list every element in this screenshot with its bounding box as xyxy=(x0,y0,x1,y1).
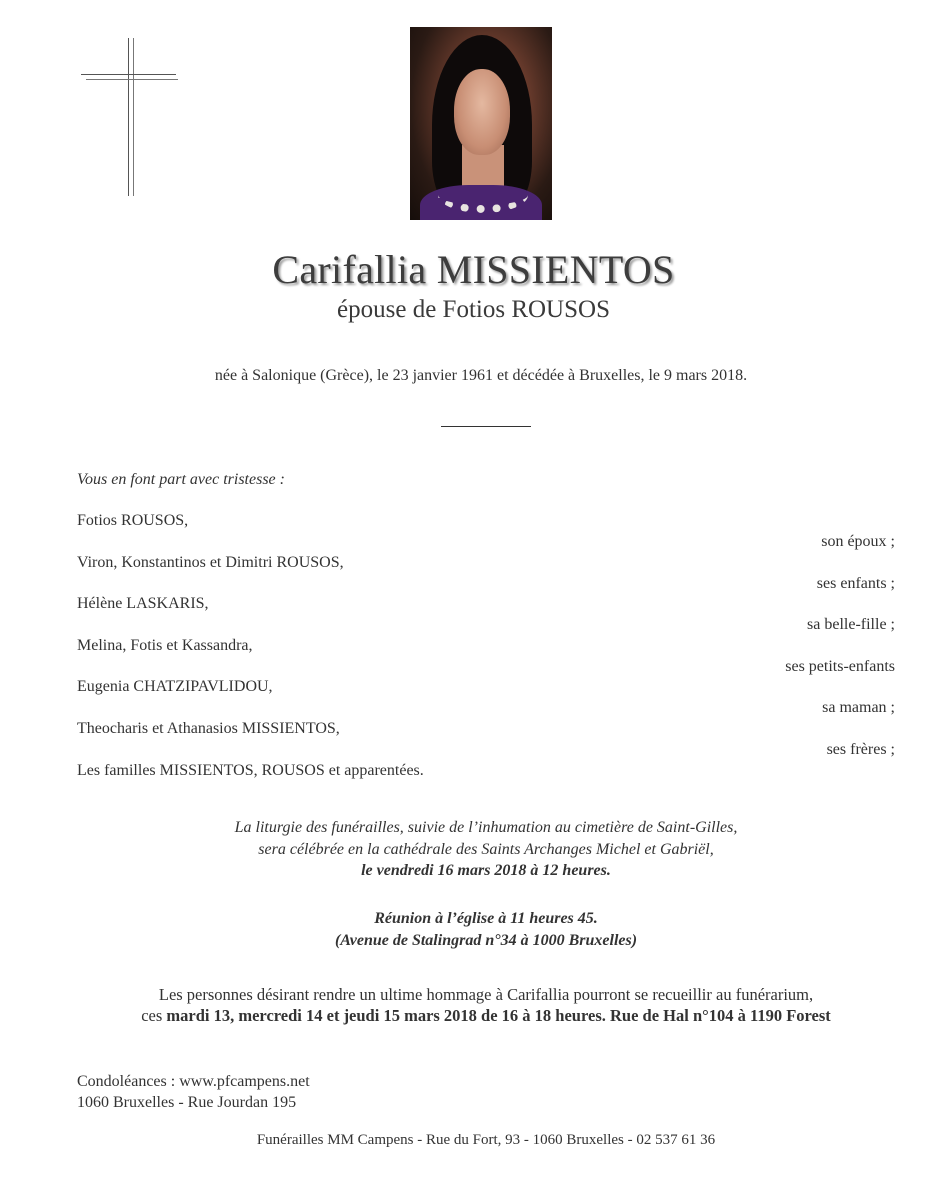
family-relation-6: ses frères ; xyxy=(826,741,895,758)
family-names-2: Viron, Konstantinos et Dimitri ROUSOS, xyxy=(77,554,344,571)
footer-funeral-home: Funérailles MM Campens - Rue du Fort, 93 - 1060 Bruxelles - 02 537 61 36 xyxy=(256,1132,716,1148)
portrait-photo xyxy=(410,27,552,220)
visitation-prefix: ces xyxy=(141,1006,167,1025)
ceremony-line-2: sera célébrée en la cathédrale des Saints Archanges Michel et Gabriël, xyxy=(258,841,714,858)
visitation-line-1: Les personnes désirant rendre un ultime hommage à Carifallia pourront se recueillir au funérarium, xyxy=(158,985,814,1004)
ceremony-line-1: La liturgie des funérailles, suivie de l’inhumation au cimetière de Saint-Gilles, xyxy=(234,819,738,836)
birth-death-line: née à Salonique (Grèce), le 23 janvier 1961 et décédée à Bruxelles, le 9 mars 2018. xyxy=(214,367,748,384)
ceremony-date: le vendredi 16 mars 2018 à 12 heures. xyxy=(361,862,611,879)
family-names-6: Theocharis et Athanasios MISSIENTOS, xyxy=(77,720,340,737)
family-names-3: Hélène LASKARIS, xyxy=(77,595,209,612)
visitation-line-2 xyxy=(0,1006,947,1026)
families-line: Les familles MISSIENTOS, ROUSOS et apparentées. xyxy=(77,762,424,779)
deceased-name: Carifallia MISSIENTOS xyxy=(272,247,675,292)
family-names-4: Melina, Fotis et Kassandra, xyxy=(77,637,253,654)
family-names-5: Eugenia CHATZIPAVLIDOU, xyxy=(77,678,273,695)
visitation-schedule: mardi 13, mercredi 14 et jeudi 15 mars 2018 de 16 à 18 heures. Rue de Hal n°104 à 1190 Forest xyxy=(166,1006,831,1025)
church-address: (Avenue de Stalingrad n°34 à 1000 Bruxelles) xyxy=(334,932,638,949)
family-relation-2: ses enfants ; xyxy=(816,575,895,592)
family-relation-3: sa belle-fille ; xyxy=(807,616,895,633)
family-relation-5: sa maman ; xyxy=(822,699,895,716)
separator-line xyxy=(441,426,531,427)
condolences-website: Condoléances : www.pfcampens.net xyxy=(77,1073,310,1090)
condolences-address: 1060 Bruxelles - Rue Jourdan 195 xyxy=(77,1094,297,1111)
family-relation-1: son époux ; xyxy=(821,533,895,550)
spouse-line: épouse de Fotios ROUSOS xyxy=(337,296,610,323)
family-names-1: Fotios ROUSOS, xyxy=(77,512,189,529)
intro-text: Vous en font part avec tristesse : xyxy=(77,471,285,488)
church-meeting: Réunion à l’église à 11 heures 45. xyxy=(374,910,598,927)
family-relation-4: ses petits-enfants xyxy=(785,658,895,675)
